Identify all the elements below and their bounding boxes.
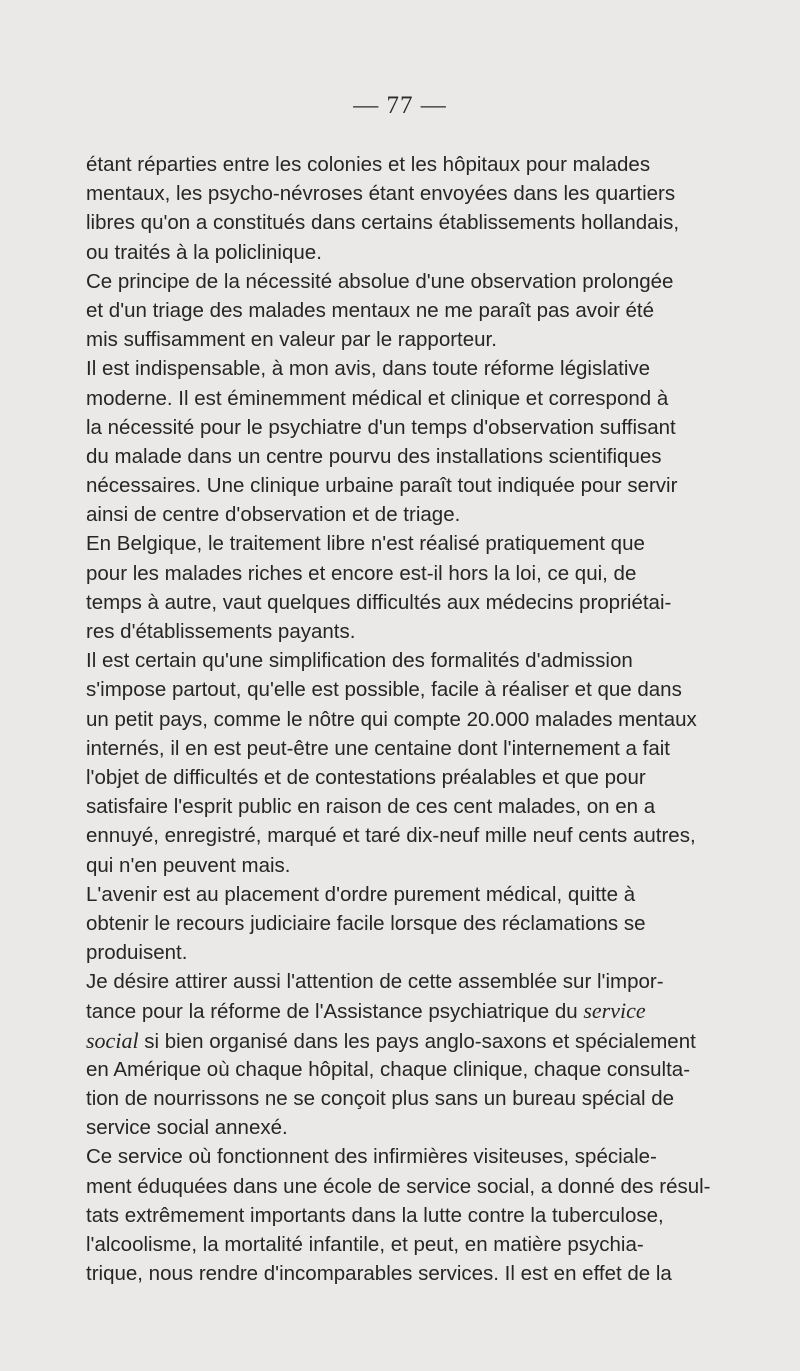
line-text: l'alcoolisme, la mortalité infantile, et peut, en matière psychia- xyxy=(86,1232,644,1256)
line-text: res d'établissements payants. xyxy=(86,620,356,643)
text-line xyxy=(86,354,712,383)
text-line xyxy=(86,179,712,208)
line-text: produisent. xyxy=(86,941,188,965)
line-text: mentaux, les psycho-névroses étant envoyées dans les quartiers xyxy=(86,182,676,206)
line-text: tance pour la réforme de l'Assistance psychiatrique du xyxy=(86,1000,584,1024)
text-line xyxy=(86,1230,712,1259)
text-line xyxy=(86,267,712,296)
line-text: ment éduquées dans une école de service social, a donné des résul- xyxy=(86,1174,711,1198)
text-line xyxy=(86,529,712,558)
text-line xyxy=(86,413,712,442)
body-text xyxy=(86,150,712,1288)
line-text: Ce service où fonctionnent des infirmières visiteuses, spéciale- xyxy=(86,1145,657,1169)
line-text: un petit pays, comme le nôtre qui compte 20.000 malades mentaux xyxy=(86,707,697,731)
line-text: étant réparties entre les colonies et les hôpitaux pour malades xyxy=(86,153,651,176)
text-line xyxy=(86,500,712,529)
text-line xyxy=(86,1172,712,1201)
text-line xyxy=(86,559,712,588)
line-text: satisfaire l'esprit public en raison de ces cent malades, on en a xyxy=(86,795,656,819)
text-line xyxy=(86,996,712,1025)
text-line xyxy=(86,734,712,763)
text-line xyxy=(86,1026,712,1055)
text-line xyxy=(86,238,712,267)
line-text: tats extrêmement importants dans la lutte contre la tuberculose, xyxy=(86,1203,664,1227)
text-line xyxy=(86,471,712,500)
text-line xyxy=(86,1084,712,1113)
line-text: libres qu'on a constitués dans certains établissements hollandais, xyxy=(86,211,680,235)
text-line xyxy=(86,617,712,646)
text-line xyxy=(86,1142,712,1171)
line-text: qui n'en peuvent mais. xyxy=(86,853,291,877)
line-text: l'objet de difficultés et de contestations préalables et que pour xyxy=(86,765,646,789)
text-line xyxy=(86,821,712,850)
text-line xyxy=(86,442,712,471)
text-line xyxy=(86,675,712,704)
text-line xyxy=(86,325,712,354)
line-text: Je désire attirer aussi l'attention de cette assemblée sur l'impor- xyxy=(86,970,664,994)
text-line xyxy=(86,1055,712,1084)
line-text: ou traités à la policlinique. xyxy=(86,240,322,264)
line-text: Ce principe de la nécessité absolue d'une observation prolongée xyxy=(86,269,674,293)
text-line xyxy=(86,150,712,179)
line-text: nécessaires. Une clinique urbaine paraît tout indiquée pour servir xyxy=(86,474,678,498)
line-text: et d'un triage des malades mentaux ne me paraît pas avoir été xyxy=(86,298,654,322)
line-text: internés, il en est peut-être une centaine dont l'internement a fait xyxy=(86,736,670,760)
text-line xyxy=(86,296,712,325)
text-line xyxy=(86,208,712,237)
line-text: En Belgique, le traitement libre n'est réalisé pratiquement que xyxy=(86,532,645,556)
line-text: Il est indispensable, à mon avis, dans toute réforme législative xyxy=(86,357,651,381)
page-number: — 77 — xyxy=(353,92,447,119)
text-line xyxy=(86,880,712,909)
line-text: si bien organisé dans les pays anglo-saxons et spécialement xyxy=(138,1029,696,1053)
line-text: en Amérique où chaque hôpital, chaque clinique, chaque consulta- xyxy=(86,1057,691,1081)
line-text: trique, nous rendre d'incomparables services. Il est en effet de la xyxy=(86,1262,672,1286)
line-text: tion de nourrissons ne se conçoit plus sans un bureau spécial de xyxy=(86,1087,675,1110)
italic-term: social xyxy=(86,1027,139,1053)
line-text: la nécessité pour le psychiatre d'un temps d'observation suffisant xyxy=(86,415,676,439)
text-line xyxy=(86,1201,712,1230)
line-text: ennuyé, enregistré, marqué et taré dix-neuf mille neuf cents autres, xyxy=(86,824,696,848)
line-text: moderne. Il est éminemment médical et clinique et correspond à xyxy=(86,386,669,410)
text-line xyxy=(86,588,712,617)
text-line xyxy=(86,909,712,938)
line-text: obtenir le recours judiciaire facile lorsque des réclamations se xyxy=(86,911,646,935)
line-text: temps à autre, vaut quelques difficultés aux médecins propriétai- xyxy=(86,590,672,614)
text-line xyxy=(86,1113,712,1142)
line-text: du malade dans un centre pourvu des installations scientifiques xyxy=(86,444,662,468)
line-text: service social annexé. xyxy=(86,1116,288,1140)
text-line xyxy=(86,763,712,792)
text-line xyxy=(86,384,712,413)
text-line xyxy=(86,938,712,967)
line-text: Il est certain qu'une simplification des formalités d'admission xyxy=(86,649,633,673)
line-text: mis suffisamment en valeur par le rapporteur. xyxy=(86,328,497,352)
text-line xyxy=(86,851,712,880)
line-text: pour les malades riches et encore est-il hors la loi, ce qui, de xyxy=(86,561,637,585)
text-line xyxy=(86,1259,712,1288)
text-line xyxy=(86,792,712,821)
text-line xyxy=(86,967,712,996)
line-text: s'impose partout, qu'elle est possible, facile à réaliser et que dans xyxy=(86,678,682,702)
italic-term: service xyxy=(583,998,646,1024)
line-text: ainsi de centre d'observation et de triage. xyxy=(86,503,461,527)
text-line xyxy=(86,705,712,734)
line-text: L'avenir est au placement d'ordre purement médical, quitte à xyxy=(86,882,636,906)
text-line xyxy=(86,646,712,675)
